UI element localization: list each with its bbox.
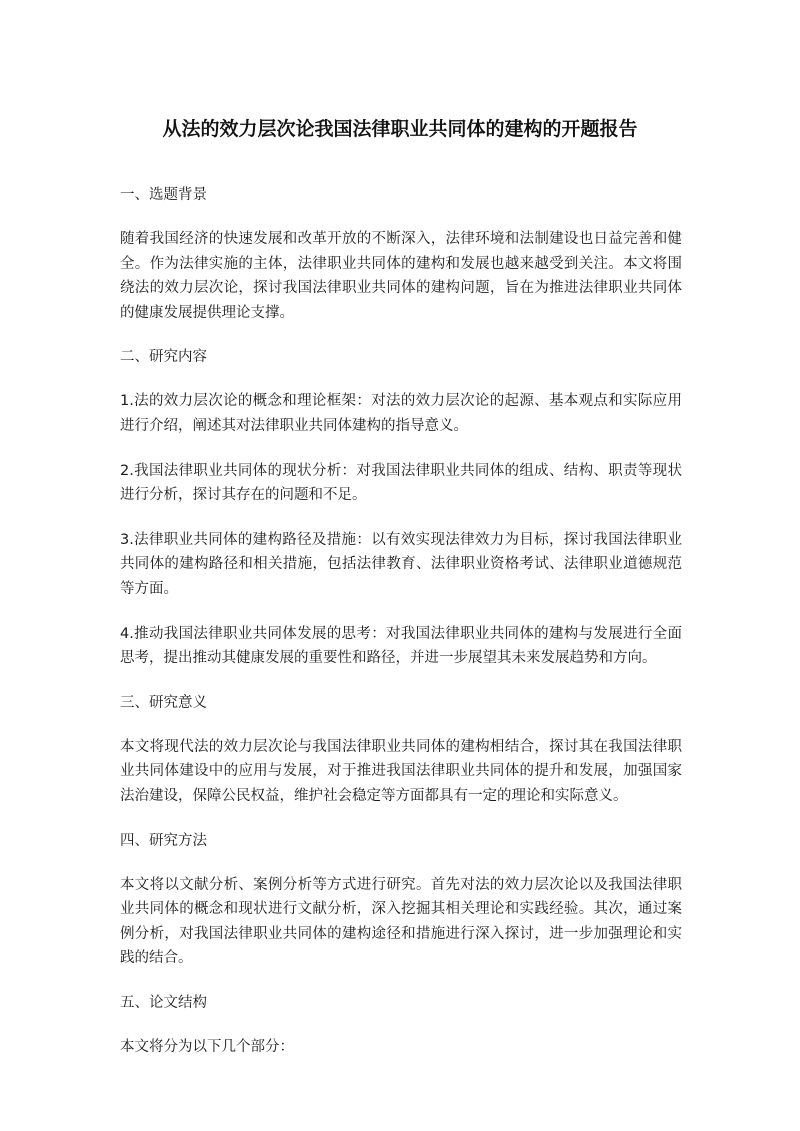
methods-paragraph: 本文将以文献分析、案例分析等方式进行研究。首先对法的效力层次论以及我国法律职业共同体的概念和现状进行文献分析，深入挖掘其相关理论和实践经验。其次，通过案例分析，对我国法律职业共同体的建构途径和措施进行深入探讨，进一步加强理论和实践的结合。 bbox=[120, 876, 682, 967]
section-heading-methods: 四、研究方法 bbox=[120, 832, 207, 849]
document-body bbox=[120, 183, 682, 1079]
content-item-3: 3.法律职业共同体的建构路径及措施：以有效实现法律效力为目标，探讨我国法律职业共同体的建构路径和相关措施，包括法律教育、法律职业资格考试、法律职业道德规范等方面。 bbox=[120, 531, 682, 597]
significance-paragraph: 本文将现代法的效力层次论与我国法律职业共同体的建构相结合，探讨其在我国法律职业共同体建设中的应用与发展，对于推进我国法律职业共同体的提升和发展，加强国家法治建设，保障公民权益，维护社会稳定等方面都具有一定的理论和实际意义。 bbox=[120, 738, 682, 804]
section-heading-background: 一、选题背景 bbox=[120, 187, 207, 203]
content-item-2: 2.我国法律职业共同体的现状分析：对我国法律职业共同体的组成、结构、职责等现状进行分析，探讨其存在的问题和不足。 bbox=[120, 462, 682, 504]
section-heading-significance: 三、研究意义 bbox=[120, 694, 207, 711]
content-item-4: 4.推动我国法律职业共同体发展的思考：对我国法律职业共同体的建构与发展进行全面思考，提出推动其健康发展的重要性和路径，并进一步展望其未来发展趋势和方向。 bbox=[120, 625, 682, 667]
structure-paragraph: 本文将分为以下几个部分： bbox=[120, 1038, 294, 1055]
background-paragraph: 随着我国经济的快速发展和改革开放的不断深入，法律环境和法制建设也日益完善和健全。作为法律实施的主体，法律职业共同体的建构和发展也越来越受到关注。本文将围绕法的效力层次论，探讨我国法律职业共同体的建构问题，旨在为推进法律职业共同体的健康发展提供理论支撑。 bbox=[120, 231, 682, 321]
section-heading-structure: 五、论文结构 bbox=[120, 994, 207, 1011]
document-title: 从法的效力层次论我国法律职业共同体的建构的开题报告 bbox=[162, 118, 638, 140]
section-heading-content: 二、研究内容 bbox=[120, 349, 207, 366]
content-item-1: 1.法的效力层次论的概念和理论框架：对法的效力层次论的起源、基本观点和实际应用进行介绍，阐述其对法律职业共同体建构的指导意义。 bbox=[120, 393, 682, 434]
